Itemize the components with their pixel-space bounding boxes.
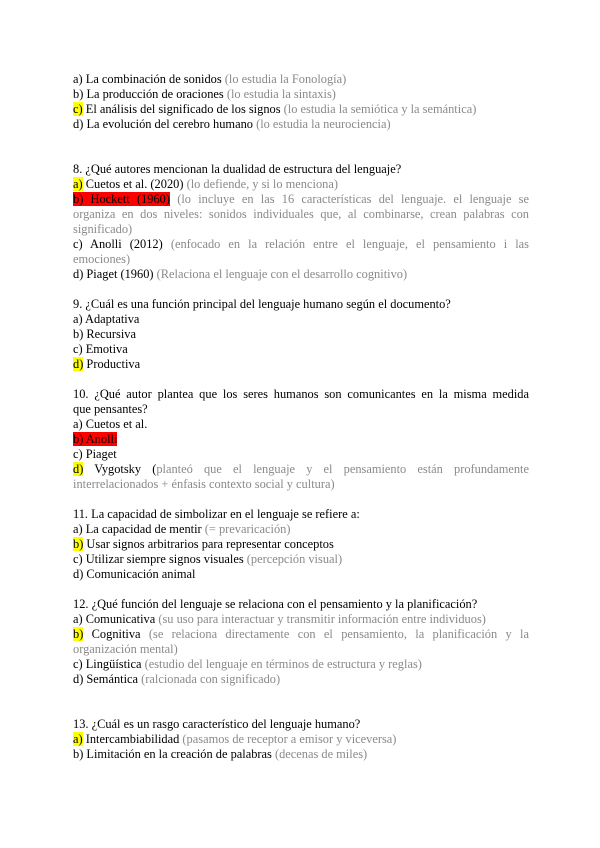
q11-question: 11. La capacidad de simbolizar en el lenguaje se refiere a: — [73, 507, 360, 521]
answer-highlight: b) — [73, 537, 84, 551]
q12-option-b-note-end: organización mental) — [73, 642, 178, 656]
q12-question: 12. ¿Qué función del lenguaje se relaciona con el pensamiento y la planificación? — [73, 597, 478, 611]
q8-option-b-note: organiza en dos niveles: sonidos individuales que, al combinarse, crean palabras con — [73, 207, 529, 221]
q10-question-end: que pensantes? — [73, 402, 148, 416]
q10-option-d-note-end: interrelacionados + énfasis contexto social y cultura) — [73, 477, 335, 491]
q7-option-a: a) La combinación de sonidos (lo estudia la Fonología) — [73, 72, 347, 86]
answer-highlight: c) — [73, 102, 83, 116]
wrong-highlight: b) Hockett (1960) — [73, 192, 170, 206]
answer-highlight: a) — [73, 732, 83, 746]
q9-question: 9. ¿Cuál es una función principal del lenguaje humano según el documento? — [73, 297, 451, 311]
q9-option-d: d) Productiva — [73, 357, 141, 371]
q12-option-d: d) Semántica (ralcionada con significado) — [73, 672, 281, 686]
q12-option-b: b) Cognitiva (se relaciona directamente con el pensamiento, la planificación y la — [73, 627, 529, 641]
q8-option-a: a) Cuetos et al. (2020) (lo defiende, y si lo menciona) — [73, 177, 338, 191]
q8-option-d: d) Piaget (1960) (Relaciona el lenguaje con el desarrollo cognitivo) — [73, 267, 408, 281]
q10-option-c: c) Piaget — [73, 447, 117, 461]
answer-highlight: a) — [73, 177, 83, 191]
q11-option-a: a) La capacidad de mentir (= prevaricación) — [73, 522, 291, 536]
q11-option-c: c) Utilizar siempre signos visuales (percepción visual) — [73, 552, 343, 566]
answer-highlight: b) — [73, 627, 84, 641]
answer-highlight: d) — [73, 357, 84, 371]
q8-question: 8. ¿Qué autores mencionan la dualidad de estructura del lenguaje? — [73, 162, 402, 176]
wrong-highlight: b) Anolli — [73, 432, 118, 446]
q9-option-c: c) Emotiva — [73, 342, 128, 356]
q13-option-a: a) Intercambiabilidad (pasamos de receptor a emisor y viceversa) — [73, 732, 397, 746]
document-page — [73, 72, 529, 762]
q11-option-d: d) Comunicación animal — [73, 567, 196, 581]
q9-option-b: b) Recursiva — [73, 327, 136, 341]
q10-option-d: d) Vygotsky (planteó que el lenguaje y el pensamiento están profundamente — [73, 462, 529, 476]
q10-option-a: a) Cuetos et al. — [73, 417, 148, 431]
q8-option-b: b) Hockett (1960) (lo incluye en las 16 características del lenguaje. el lenguaje se — [73, 192, 529, 206]
q7-option-d: d) La evolución del cerebro humano (lo estudia la neurociencia) — [73, 117, 391, 131]
q13-question: 13. ¿Cuál es un rasgo característico del lenguaje humano? — [73, 717, 361, 731]
q8-option-b-note-end: significado) — [73, 222, 133, 236]
answer-highlight: d) — [73, 462, 84, 476]
q11-option-b: b) Usar signos arbitrarios para representar conceptos — [73, 537, 334, 551]
q10-option-b — [73, 432, 529, 447]
q12-option-c: c) Lingüística (estudio del lenguaje en términos de estructura y reglas) — [73, 657, 422, 671]
q8-option-c: c) Anolli (2012) (enfocado en la relación entre el lenguaje, el pensamiento i las — [73, 237, 529, 251]
q8-option-c-note-end: emociones) — [73, 252, 131, 266]
q7-option-b: b) La producción de oraciones (lo estudia la sintaxis) — [73, 87, 336, 101]
q10-question: 10. ¿Qué autor plantea que los seres humanos son comunicantes en la misma medida — [73, 387, 529, 401]
q9-option-a: a) Adaptativa — [73, 312, 140, 326]
q7-option-c: c) El análisis del significado de los signos (lo estudia la semiótica y la semántica) — [73, 102, 477, 116]
q12-option-a: a) Comunicativa (su uso para interactuar y transmitir información entre individuos) — [73, 612, 486, 626]
q13-option-b: b) Limitación en la creación de palabras (decenas de miles) — [73, 747, 368, 761]
